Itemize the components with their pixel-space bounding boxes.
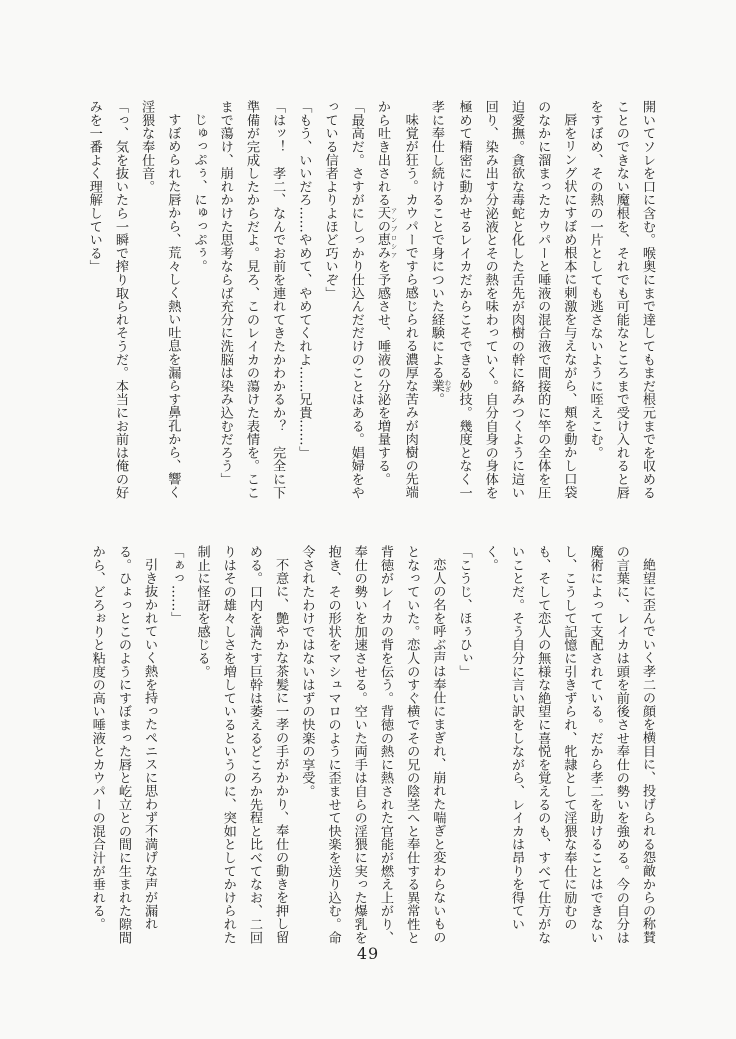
- text-column: 迫愛撫。貪欲な毒蛇と化した舌先が肉樹の幹に絡みつくように這い: [508, 100, 524, 499]
- ruby-annotated-text: 業 わざ: [428, 379, 451, 393]
- text-column: から吐き出される天の恵み アンブロシアを予感させ、唾液の分泌を増量する。: [374, 100, 397, 486]
- text-column: じゅっぷぅ、にゅっぷぅ。: [191, 113, 207, 273]
- text-column: 極めて精密に動かせるレイカだからこそできる妙技。幾度となく一: [456, 100, 472, 499]
- text-column: 回り、染み出す分泌液とその熱を味わっていく。自分自身の身体を: [482, 100, 498, 499]
- text-column: のなかに溜まったカウパーと唾液の混合液で間接的に竿の全体を圧: [535, 100, 551, 499]
- text-column: 淫猥な奉仕音。: [139, 100, 155, 194]
- text-column: く。: [482, 545, 498, 572]
- text-column: 魔術によって支配されている。だから孝二を助けることはできない: [587, 545, 603, 944]
- text-column: める。口内を満たす巨幹は萎えるどころか先程と比べてなお、二回: [246, 545, 262, 944]
- text-column: 恋人の名を呼ぶ声は奉仕にまぎれ、崩れた喘ぎと変わらないもの: [430, 558, 446, 944]
- text-column: 不意に、艶やかな茶髪に一孝の手がかかり、奉仕の動きを押し留: [273, 558, 289, 944]
- text-column: も、そして恋人の無様な絶望に喜悦を覚えるのも、すべて仕方がな: [535, 545, 551, 944]
- text-column: 「こうじ、ほぅひぃ」: [456, 545, 472, 678]
- text-column: すぼめられた唇から、荒々しく熱い吐息を漏らす鼻孔から、響く: [165, 113, 181, 499]
- text-column: 背徳がレイカの背を伝う。背徳の熱に熱された官能が燃え上がり、: [377, 545, 393, 944]
- text-column: 孝に奉仕し続けることで身についた経験による業 わざ。: [428, 100, 451, 406]
- text-column: から、どろぉりと粘度の高い唾液とカウパーの混合汁が垂れる。: [89, 545, 105, 931]
- text-column: ことのできない魔根を、それでも可能なところまで受け入れると唇: [613, 100, 629, 499]
- text-column: をすぼめ、その熱の一片としても逃さないように咥えこむ。: [587, 100, 603, 460]
- top-text-block: [83, 100, 660, 504]
- text-column: いことだ。そう自分に言い訳をしながら、レイカは昂りを得てい: [508, 545, 524, 931]
- text-column: 「もう、いいだろ……やめて、やめてくれよ……兄貴……」: [296, 100, 312, 460]
- text-column: となっていた。恋人のすぐ横でその兄の陰茎へと奉仕する異常性と: [404, 545, 420, 944]
- text-column: 奉仕の勢いを加速させる。空いた両手は自らの淫猥に実った爆乳を: [351, 545, 367, 944]
- text-column: っている信者よりよほど巧いぞ」: [322, 100, 338, 300]
- text-column: し、こうして記憶に引きずられ、牝隷として淫猥な奉仕に励むの: [561, 545, 577, 931]
- text-column: 引き抜かれていく熱を持ったペニスに思わず不満げな声が漏れ: [142, 558, 158, 931]
- text-column: 「っ、気を抜いたら一瞬で搾り取られそうだ。本当にお前は俺の好: [112, 100, 128, 499]
- text-column: 開いてソレを口に含む。喉奥にまで達してもまだ根元までを収める: [640, 100, 655, 499]
- text-column: まで蕩け、崩れかけた思考ならば充分に洗脳は染み込むだろう」: [217, 100, 233, 486]
- text-column: りはその雄々しさを増しているというのに、突如としてかけられた: [220, 545, 236, 944]
- text-column: みを一番よく理解している」: [86, 100, 102, 273]
- ruby-annotated-text: 天の恵み アンブロシア: [374, 206, 397, 260]
- text-column: 「はッ！ 孝二、なんでお前を連れてきたかわかるか？ 完全に下: [270, 100, 286, 499]
- bottom-text-block: [83, 545, 660, 949]
- text-column: 準備が完成したからだよ。見ろ、このレイカの蕩けた表情を。ここ: [243, 100, 259, 499]
- text-column: 抱き、その形状をマシュマロのように歪ませて快楽を送り込む。命: [325, 545, 341, 944]
- text-column: 令されたわけではないはずの快楽の享受。: [299, 545, 315, 798]
- text-column: の言葉に、レイカは頭を前後させ奉仕の勢いを強める。今の自分は: [613, 545, 629, 944]
- text-column: 唇をリング状にすぼめ根本に刺激を与えながら、頬を動かし口袋: [561, 113, 577, 499]
- text-column: る。ひょっとこのようにすぼまった唇と屹立との間に生まれた隙間: [115, 545, 131, 944]
- text-column: 「最高だ。さすがにしっかり仕込んだだけのことはある。娼婦をや: [348, 100, 364, 499]
- text-column: 「ぁっ……」: [168, 545, 184, 625]
- page-number: 49: [356, 944, 380, 963]
- text-column: 絶望に歪んでいく孝二の顔を横目に、投げられる怨敵からの称賛: [640, 558, 655, 944]
- text-column: 制止に怪訝を感じる。: [194, 545, 210, 678]
- text-column: 味覚が狂う。カウパーですら感じられる濃厚な苦みが肉樹の先端: [402, 113, 418, 499]
